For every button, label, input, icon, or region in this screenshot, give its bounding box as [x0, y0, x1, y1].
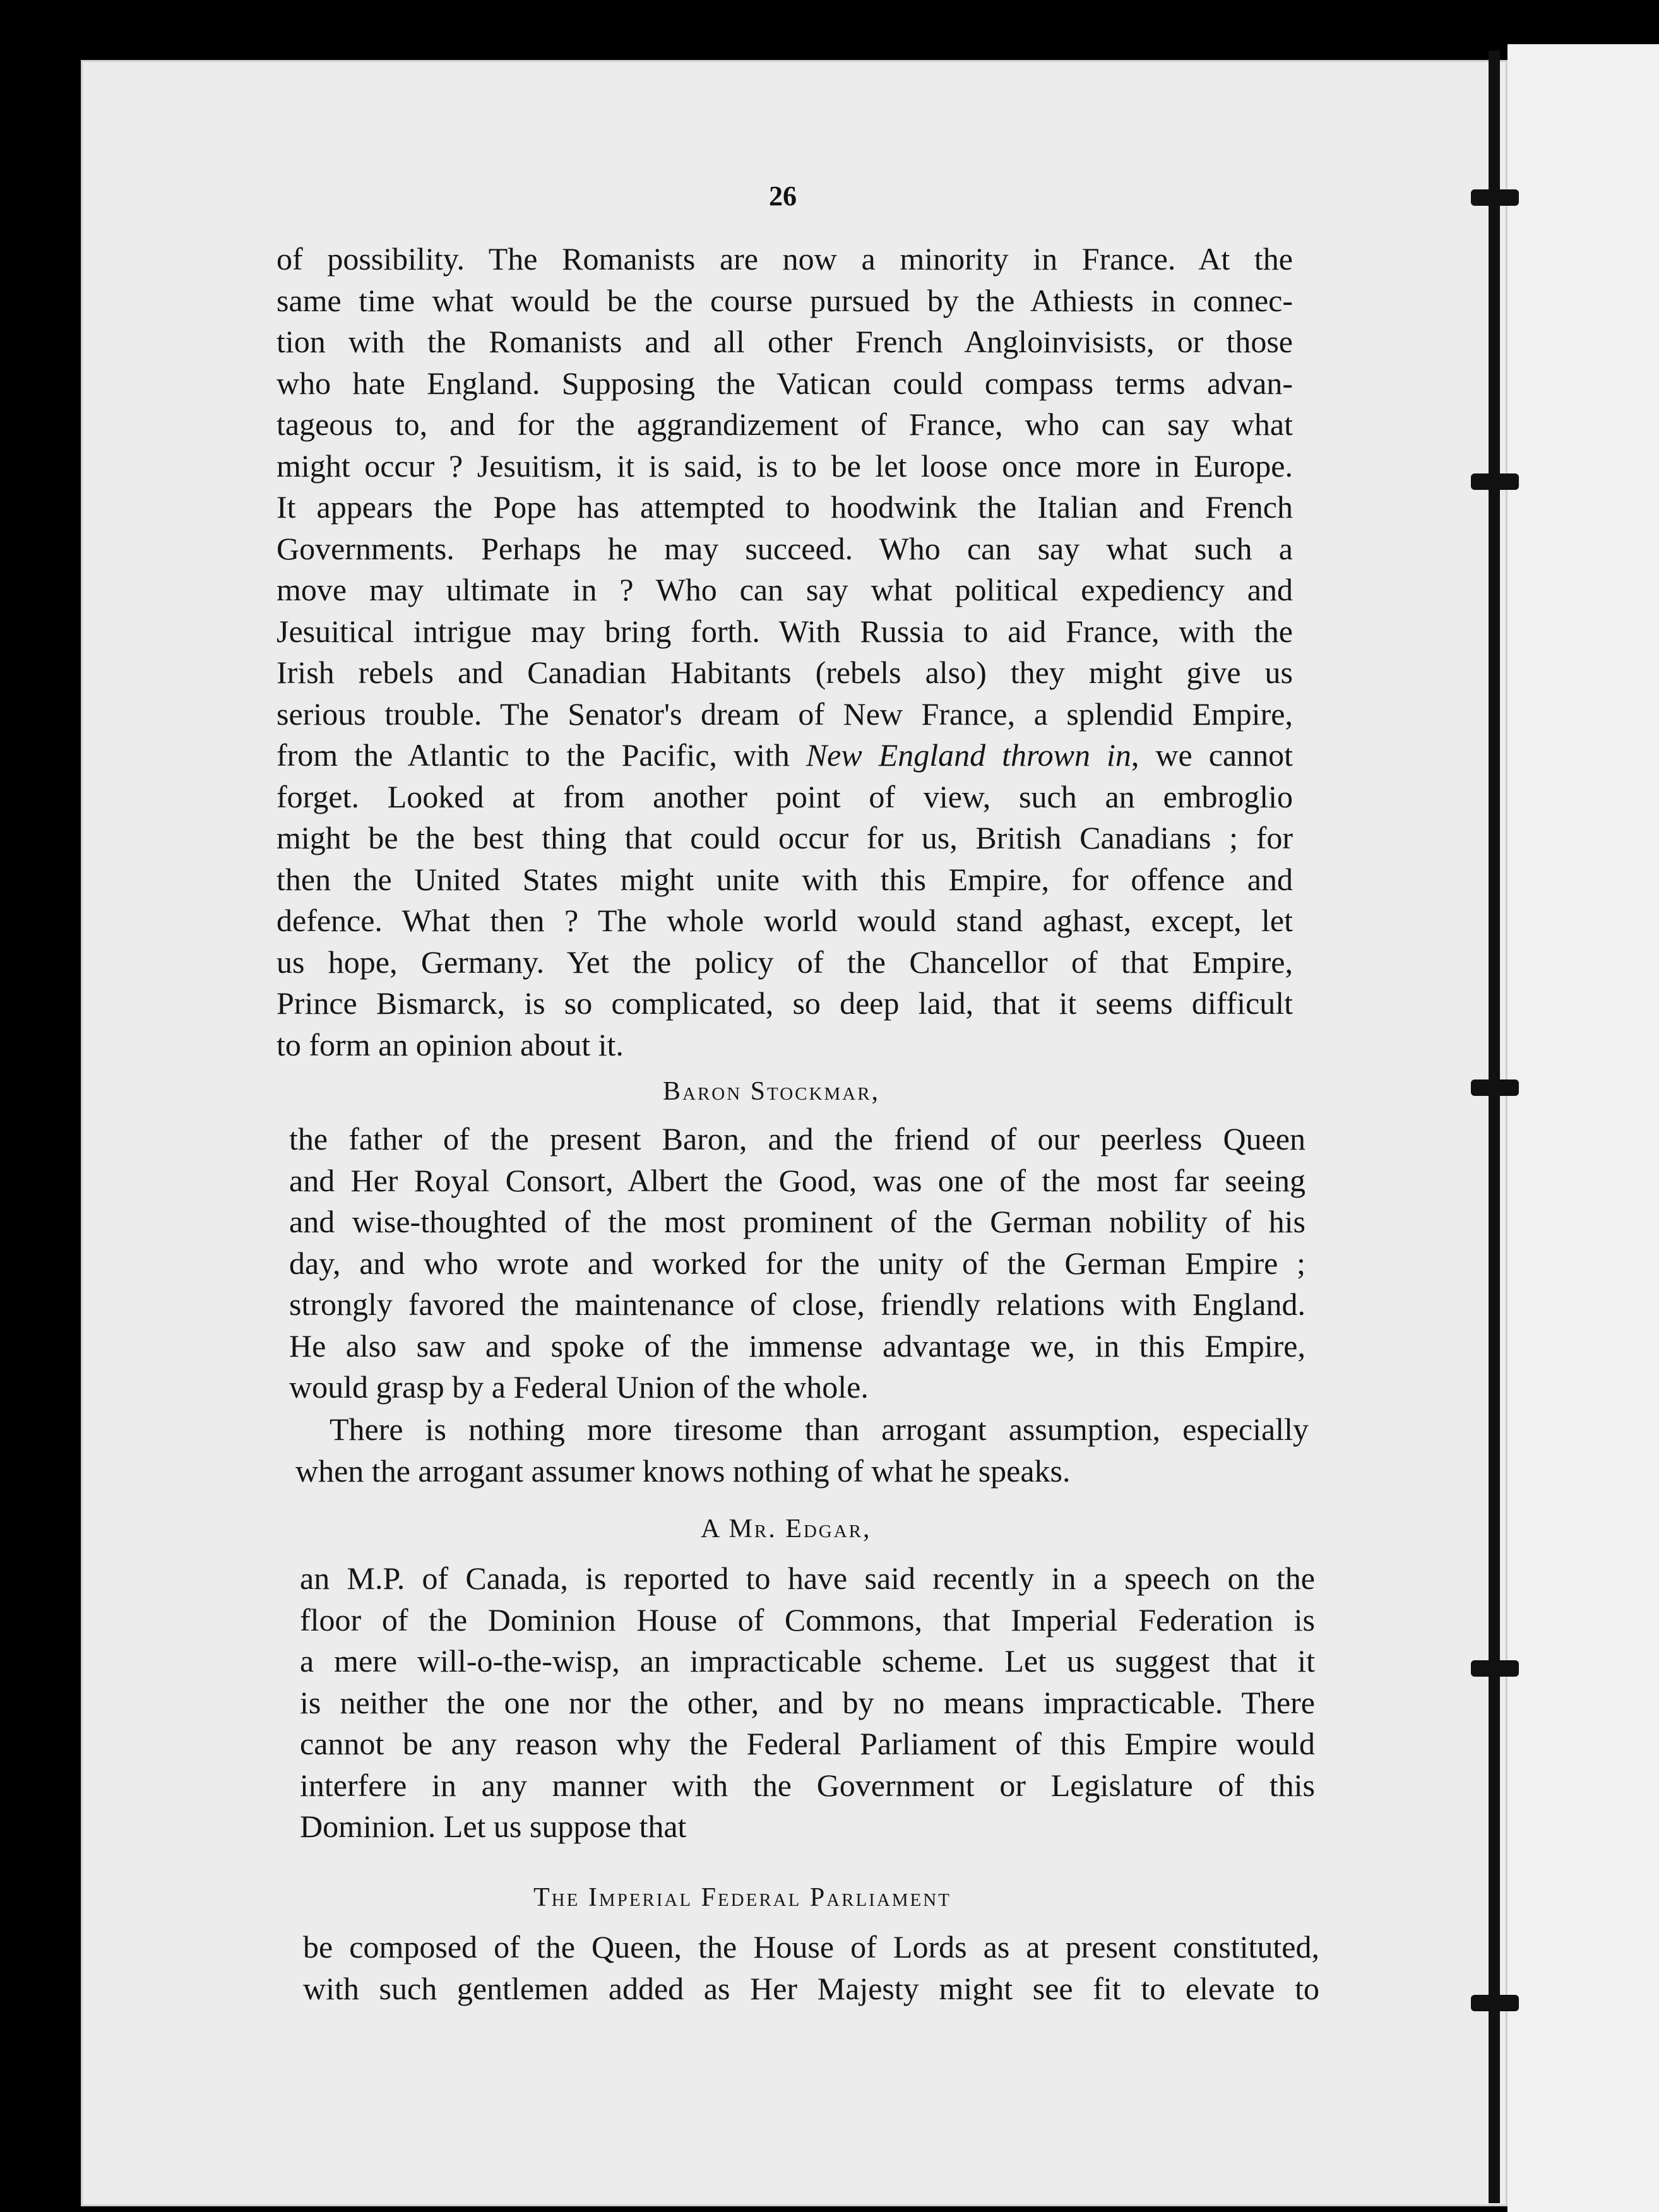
- text-line: Dominion. Let us suppose that: [300, 1809, 687, 1844]
- text-line: forget. Looked at from another point of view, such an embroglio: [276, 778, 1293, 814]
- text-line: day, and who wrote and worked for the unity of the German Empire ;: [289, 1245, 1305, 1281]
- binding-stitch: [1471, 1660, 1519, 1677]
- text-line: There is nothing more tiresome than arrogant assumption, especially: [330, 1412, 1309, 1447]
- text-line: us hope, Germany. Yet the policy of the Chancellor of that Empire,: [276, 944, 1293, 980]
- text-line: tageous to, and for the aggrandizement of France, who can say what: [276, 407, 1293, 442]
- text-line: serious trouble. The Senator's dream of New France, a splendid Empire,: [276, 696, 1293, 732]
- binding-stitch: [1471, 473, 1519, 490]
- text-line: the father of the present Baron, and the friend of our peerless Queen: [289, 1121, 1305, 1157]
- section-heading: The Imperial Federal Parliament: [533, 1883, 951, 1912]
- text-line: Governments. Perhaps he may succeed. Who can say what such a: [276, 530, 1293, 566]
- text-line: might occur ? Jesuitism, it is said, is to be let loose once more in Europe.: [276, 448, 1293, 484]
- text-line: He also saw and spoke of the immense advantage we, in this Empire,: [289, 1328, 1305, 1364]
- facing-page-edge: [1507, 44, 1659, 2212]
- text-line: Irish rebels and Canadian Habitants (rebels also) they might give us: [276, 655, 1293, 690]
- text-line: to form an opinion about it.: [276, 1026, 624, 1062]
- section-heading: A Mr. Edgar,: [701, 1514, 872, 1543]
- text-line: an M.P. of Canada, is reported to have said recently in a speech on the: [300, 1561, 1315, 1596]
- paragraph-4: [300, 1558, 1315, 1848]
- text-line: floor of the Dominion House of Commons, that Imperial Federation is: [300, 1602, 1315, 1638]
- text-line: and Her Royal Consort, Albert the Good, was one of the most far seeing: [289, 1162, 1305, 1198]
- italic-phrase: New England thrown in: [806, 737, 1131, 773]
- binding-stitch: [1471, 189, 1519, 206]
- text-line: same time what would be the course pursued by the Athiests in connec-: [276, 282, 1293, 318]
- text-line: is neither the one nor the other, and by no means impracticable. There: [300, 1684, 1315, 1720]
- text-line: of possibility. The Romanists are now a minority in France. At the: [276, 241, 1293, 276]
- paragraph-5: [303, 1927, 1319, 2009]
- text-line: interfere in any manner with the Government or Legislature of this: [300, 1767, 1315, 1803]
- binding-stitch: [1471, 1079, 1519, 1096]
- text-line: defence. What then ? The whole world would stand aghast, except, let: [276, 903, 1293, 938]
- text-line: a mere will-o-the-wisp, an impracticable scheme. Let us suggest that it: [300, 1643, 1315, 1679]
- text-line: then the United States might unite with this Empire, for offence and: [276, 861, 1293, 897]
- section-heading: Baron Stockmar,: [663, 1077, 881, 1106]
- paragraph-3: [295, 1409, 1309, 1492]
- text-line: be composed of the Queen, the House of Lords as at present constituted,: [303, 1929, 1319, 1965]
- text-line: and wise-thoughted of the most prominent of the German nobility of his: [289, 1204, 1305, 1239]
- paragraph-1: [276, 239, 1293, 1066]
- text-line: It appears the Pope has attempted to hoodwink the Italian and French: [276, 489, 1293, 525]
- binding-spine: [1489, 51, 1500, 2203]
- text-line-with-italic: from the Atlantic to the Pacific, with New England thrown in, we cannot: [276, 737, 1293, 773]
- text-line: when the arrogant assumer knows nothing of what he speaks.: [295, 1453, 1071, 1489]
- text-line: who hate England. Supposing the Vatican could compass terms advan-: [276, 365, 1293, 401]
- text-line: with such gentlemen added as Her Majesty might see fit to elevate to: [303, 1970, 1319, 2006]
- text-line: Prince Bismarck, is so complicated, so deep laid, that it seems difficult: [276, 985, 1293, 1021]
- page-number: 26: [769, 181, 797, 211]
- text-line: would grasp by a Federal Union of the whole.: [289, 1369, 869, 1405]
- paragraph-2: [289, 1119, 1305, 1408]
- binding-stitch: [1471, 1995, 1519, 2011]
- text-line: move may ultimate in ? Who can say what political expediency and: [276, 572, 1293, 607]
- text-line: Jesuitical intrigue may bring forth. With Russia to aid France, with the: [276, 613, 1293, 649]
- text-line: strongly favored the maintenance of close, friendly relations with England.: [289, 1287, 1305, 1322]
- text-line: tion with the Romanists and all other French Angloinvisists, or those: [276, 324, 1293, 359]
- text-line: might be the best thing that could occur for us, British Canadians ; for: [276, 820, 1293, 855]
- text-line: cannot be any reason why the Federal Parliament of this Empire would: [300, 1726, 1315, 1761]
